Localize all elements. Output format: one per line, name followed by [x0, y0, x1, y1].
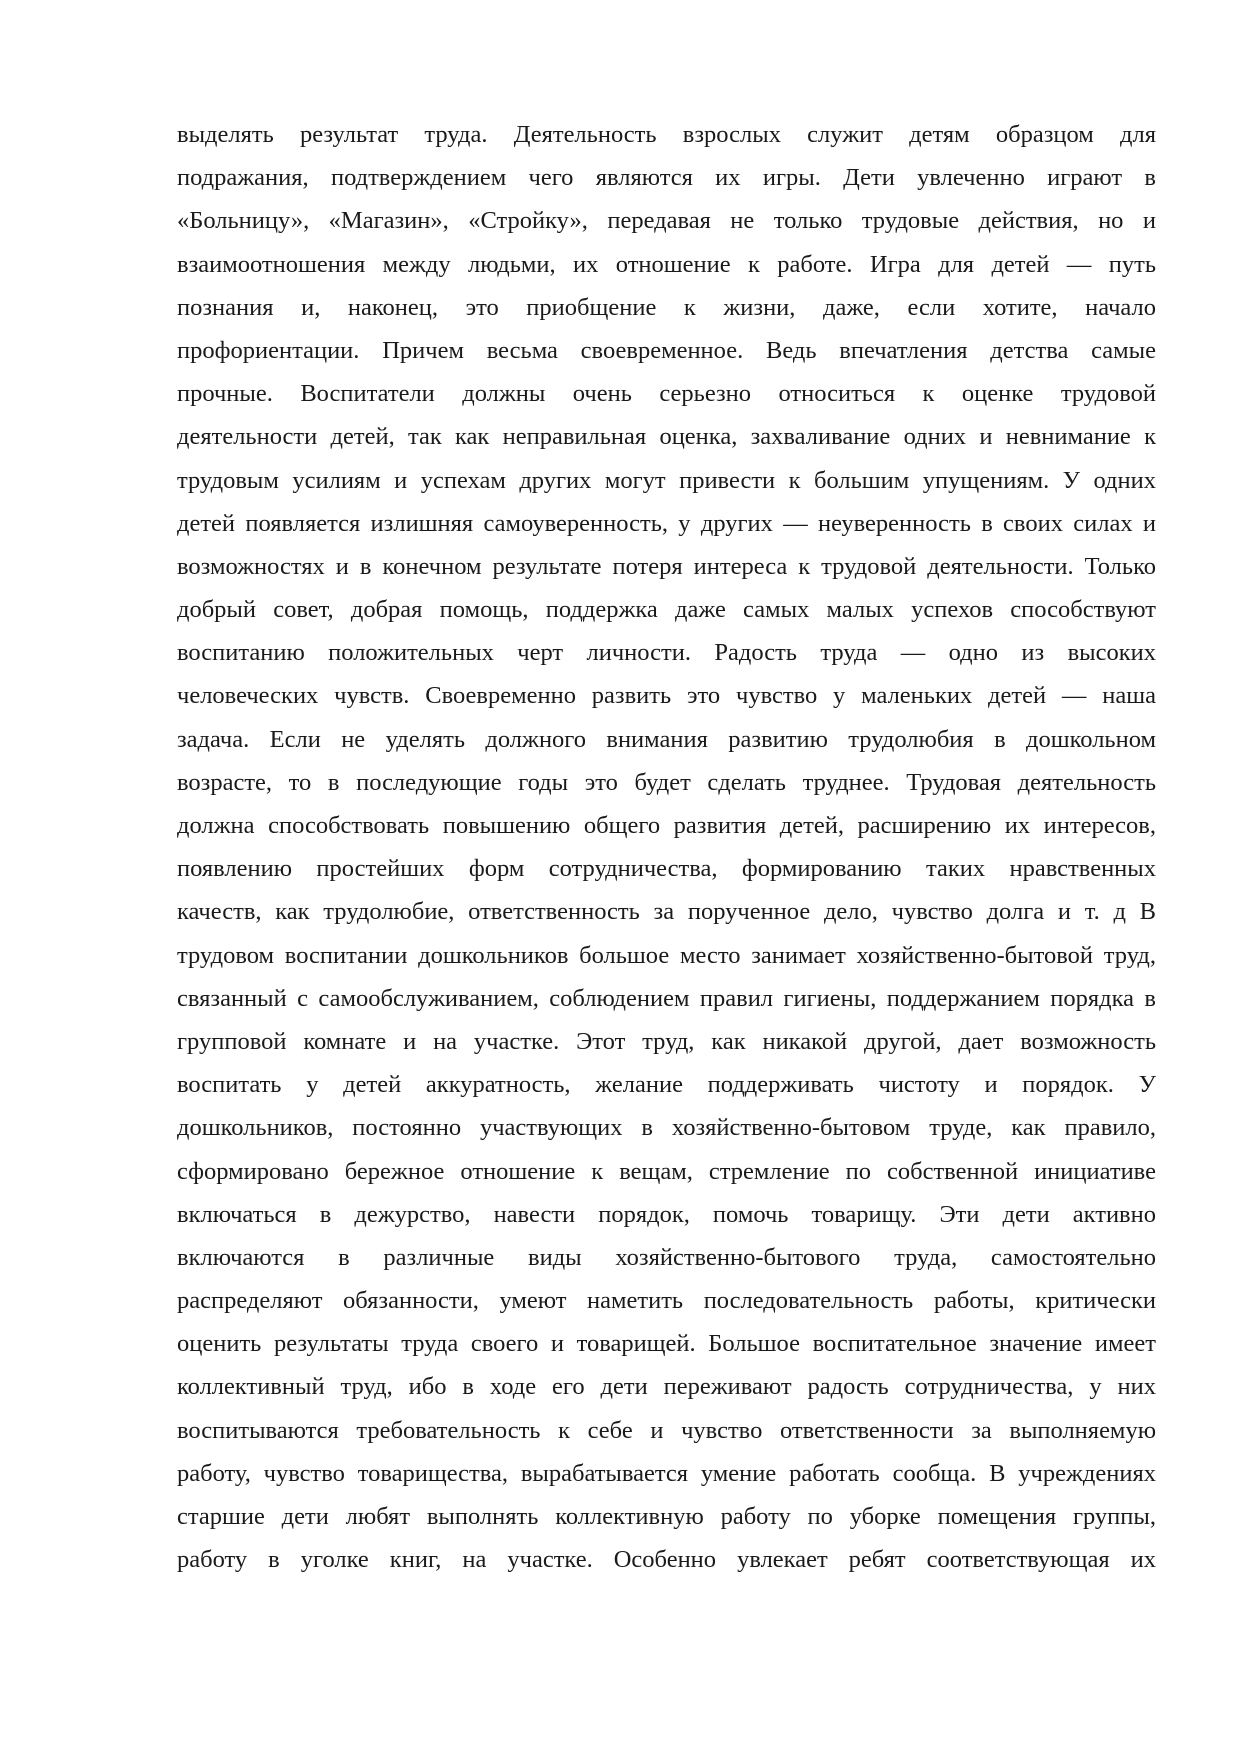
text-line: трудовым усилиям и успехам других могут привести к большим упущениям. У одних [177, 466, 1156, 494]
text-line: включаются в различные виды хозяйственно-бытового труда, самостоятельно [177, 1243, 1156, 1271]
text-line: профориентации. Причем весьма своевременное. Ведь впечатления детства самые [177, 336, 1156, 364]
text-line: человеческих чувств. Своевременно развить это чувство у маленьких детей — наша [177, 682, 1156, 710]
text-line: воспитать у детей аккуратность, желание поддерживать чистоту и порядок. У [177, 1071, 1156, 1099]
text-line: появлению простейших форм сотрудничества, формированию таких нравственных [177, 855, 1156, 883]
text-line: работу в уголке книг, на участке. Особенно увлекает ребят соответствующая их [177, 1546, 1156, 1574]
text-line: выделять результат труда. Деятельность взрослых служит детям образцом для [177, 121, 1156, 148]
text-line: распределяют обязанности, умеют наметить последовательность работы, критически [177, 1287, 1156, 1315]
text-line: «Больницу», «Магазин», «Стройку», передавая не только трудовые действия, но и [177, 207, 1156, 235]
text-line: воспитанию положительных черт личности. Радость труда — одно из высоких [177, 639, 1156, 667]
text-line: познания и, наконец, это приобщение к жизни, даже, если хотите, начало [177, 293, 1156, 321]
text-line: воспитываются требовательность к себе и чувство ответственности за выполняемую [177, 1416, 1156, 1444]
text-line: прочные. Воспитатели должны очень серьезно относиться к оценке трудовой [177, 380, 1156, 408]
text-line: детей появляется излишняя самоуверенность, у других — неуверенность в своих силах и [177, 509, 1156, 537]
text-line: деятельности детей, так как неправильная оценка, захваливание одних и невнимание к [177, 423, 1156, 451]
text-line: сформировано бережное отношение к вещам, стремление по собственной инициативе [177, 1157, 1156, 1185]
text-line: возрасте, то в последующие годы это будет сделать труднее. Трудовая деятельность [177, 768, 1156, 796]
text-line: задача. Если не уделять должного внимания развитию трудолюбия в дошкольном [177, 725, 1156, 753]
text-line: возможностях и в конечном результате потеря интереса к трудовой деятельности. Только [177, 552, 1156, 580]
text-line: дошкольников, постоянно участвующих в хозяйственно-бытовом труде, как правило, [177, 1114, 1156, 1142]
text-line: связанный с самообслуживанием, соблюдением правил гигиены, поддержанием порядка в [177, 984, 1156, 1012]
text-line: взаимоотношения между людьми, их отношение к работе. Игра для детей — путь [177, 250, 1156, 278]
text-line: добрый совет, добрая помощь, поддержка даже самых малых успехов способствуют [177, 596, 1156, 624]
text-line: должна способствовать повышению общего развития детей, расширению их интересов, [177, 812, 1156, 839]
text-line: групповой комнате и на участке. Этот труд, как никакой другой, дает возможность [177, 1027, 1156, 1055]
text-line: коллективный труд, ибо в ходе его дети переживают радость сотрудничества, у них [177, 1373, 1156, 1401]
text-line: качеств, как трудолюбие, ответственность за порученное дело, чувство долга и т. д В [177, 898, 1156, 926]
body-text [177, 113, 1156, 1581]
text-line: подражания, подтверждением чего являются их игры. Дети увлеченно играют в [177, 164, 1156, 192]
text-line: старшие дети любят выполнять коллективную работу по уборке помещения группы, [177, 1503, 1156, 1530]
text-line: включаться в дежурство, навести порядок, помочь товарищу. Эти дети активно [177, 1200, 1156, 1228]
text-line: оценить результаты труда своего и товарищей. Большое воспитательное значение имеет [177, 1330, 1156, 1358]
text-line: трудовом воспитании дошкольников большое место занимает хозяйственно-бытовой труд, [177, 941, 1156, 969]
text-line: работу, чувство товарищества, вырабатывается умение работать сообща. В учреждениях [177, 1459, 1156, 1487]
